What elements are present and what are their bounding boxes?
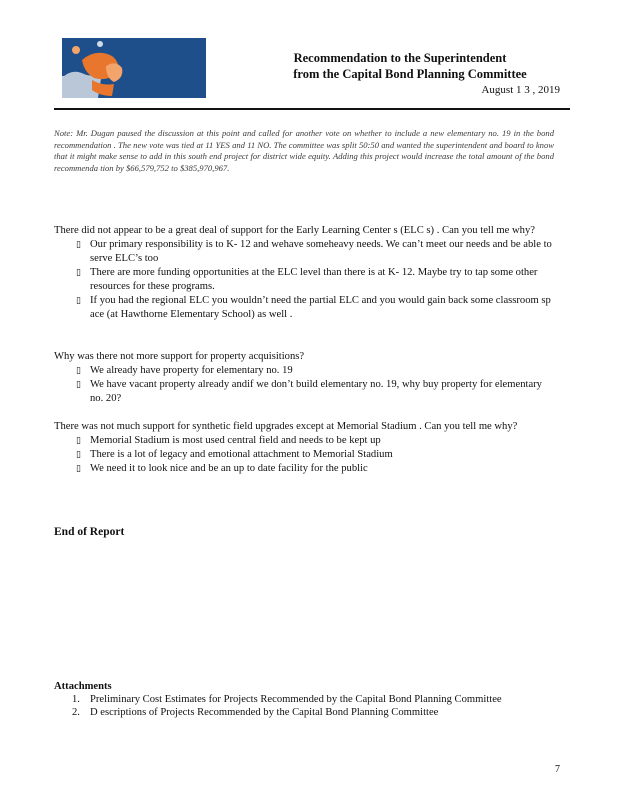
end-of-report-label: End of Report	[54, 526, 125, 538]
section-question: There was not much support for synthetic field upgrades except at Memorial Stadium . Can you tell me why?	[54, 421, 518, 432]
answer-list	[54, 364, 554, 406]
logo-graphic	[62, 38, 206, 98]
title-line-1: Recommendation to the Superintendent	[293, 51, 507, 65]
section-question: There did not appear to be a great deal of support for the Early Learning Center s (ELC s) . Can you tell me why?	[54, 225, 535, 236]
list-item: 1. Preliminary Cost Estimates for Projects Recommended by the Capital Bond Planning Committee	[72, 694, 502, 705]
bullet-icon: ▯	[76, 436, 81, 446]
attachments-section	[54, 680, 554, 719]
title-line-2: from the Capital Bond Planning Committee	[293, 67, 527, 81]
list-item: ▯ There is a lot of legacy and emotional attachment to Memorial Stadium	[76, 449, 393, 460]
attachments-list	[54, 693, 554, 719]
bullet-icon: ▯	[76, 296, 81, 306]
qa-section-property	[54, 350, 554, 406]
report-title	[230, 50, 570, 82]
page-number: 7	[555, 764, 560, 775]
section-question: Why was there not more support for property acquisitions?	[54, 351, 305, 362]
bullet-icon: ▯	[76, 380, 81, 390]
bullet-icon: ▯	[76, 450, 81, 460]
bullet-icon: ▯	[76, 464, 81, 474]
bullet-icon: ▯	[76, 268, 81, 278]
list-item: ▯ We already have property for elementary no. 19	[76, 365, 293, 376]
answer-list	[54, 434, 554, 476]
list-item: ▯ Memorial Stadium is most used central field and needs to be kept up	[76, 435, 381, 446]
list-item: ▯ Our primary responsibility is to K- 12 and wehave someheavy needs. We can’t meet our needs and be able to serve ELC’s too	[76, 239, 552, 264]
header-divider	[54, 108, 570, 110]
list-item: 2. D escriptions of Projects Recommended by the Capital Bond Planning Committee	[72, 707, 439, 718]
answer-list	[54, 238, 554, 322]
bullet-icon: ▯	[76, 366, 81, 376]
qa-section-elc	[54, 224, 554, 322]
list-item: ▯ We need it to look nice and be an up to date facility for the public	[76, 463, 368, 474]
editor-note: Note: Mr. Dugan paused the discussion at this point and called for another vote on whether to include a new elementary no. 19 in the bond recommendation . The new vote was tied at 11 YES and 11 NO. The committee was split 50:50 and wanted the superintendent and board to know that it might make sense to add in this south end project for district wide equity. Adding this project would increase the total amount of the bond recommenda tion by $66,579,752 to $385,970,967.	[54, 128, 554, 173]
list-item: ▯ There are more funding opportunities at the ELC level than there is at K- 12. Maybe try to tap some other resources for these programs.	[76, 267, 538, 292]
bullet-icon: ▯	[76, 240, 81, 250]
qa-section-synthetic-fields	[54, 420, 554, 476]
attachments-heading: Attachments	[54, 681, 112, 692]
district-logo	[62, 38, 206, 98]
list-item: ▯ We have vacant property already andif we don’t build elementary no. 19, why buy property for elementary no. 20?	[76, 379, 542, 404]
list-item: ▯ If you had the regional ELC you wouldn’t need the partial ELC and you would gain back some classroom sp ace (at Hawthorne Elementary School) as well .	[76, 295, 551, 320]
report-date: August 1 3 , 2019	[481, 84, 560, 96]
